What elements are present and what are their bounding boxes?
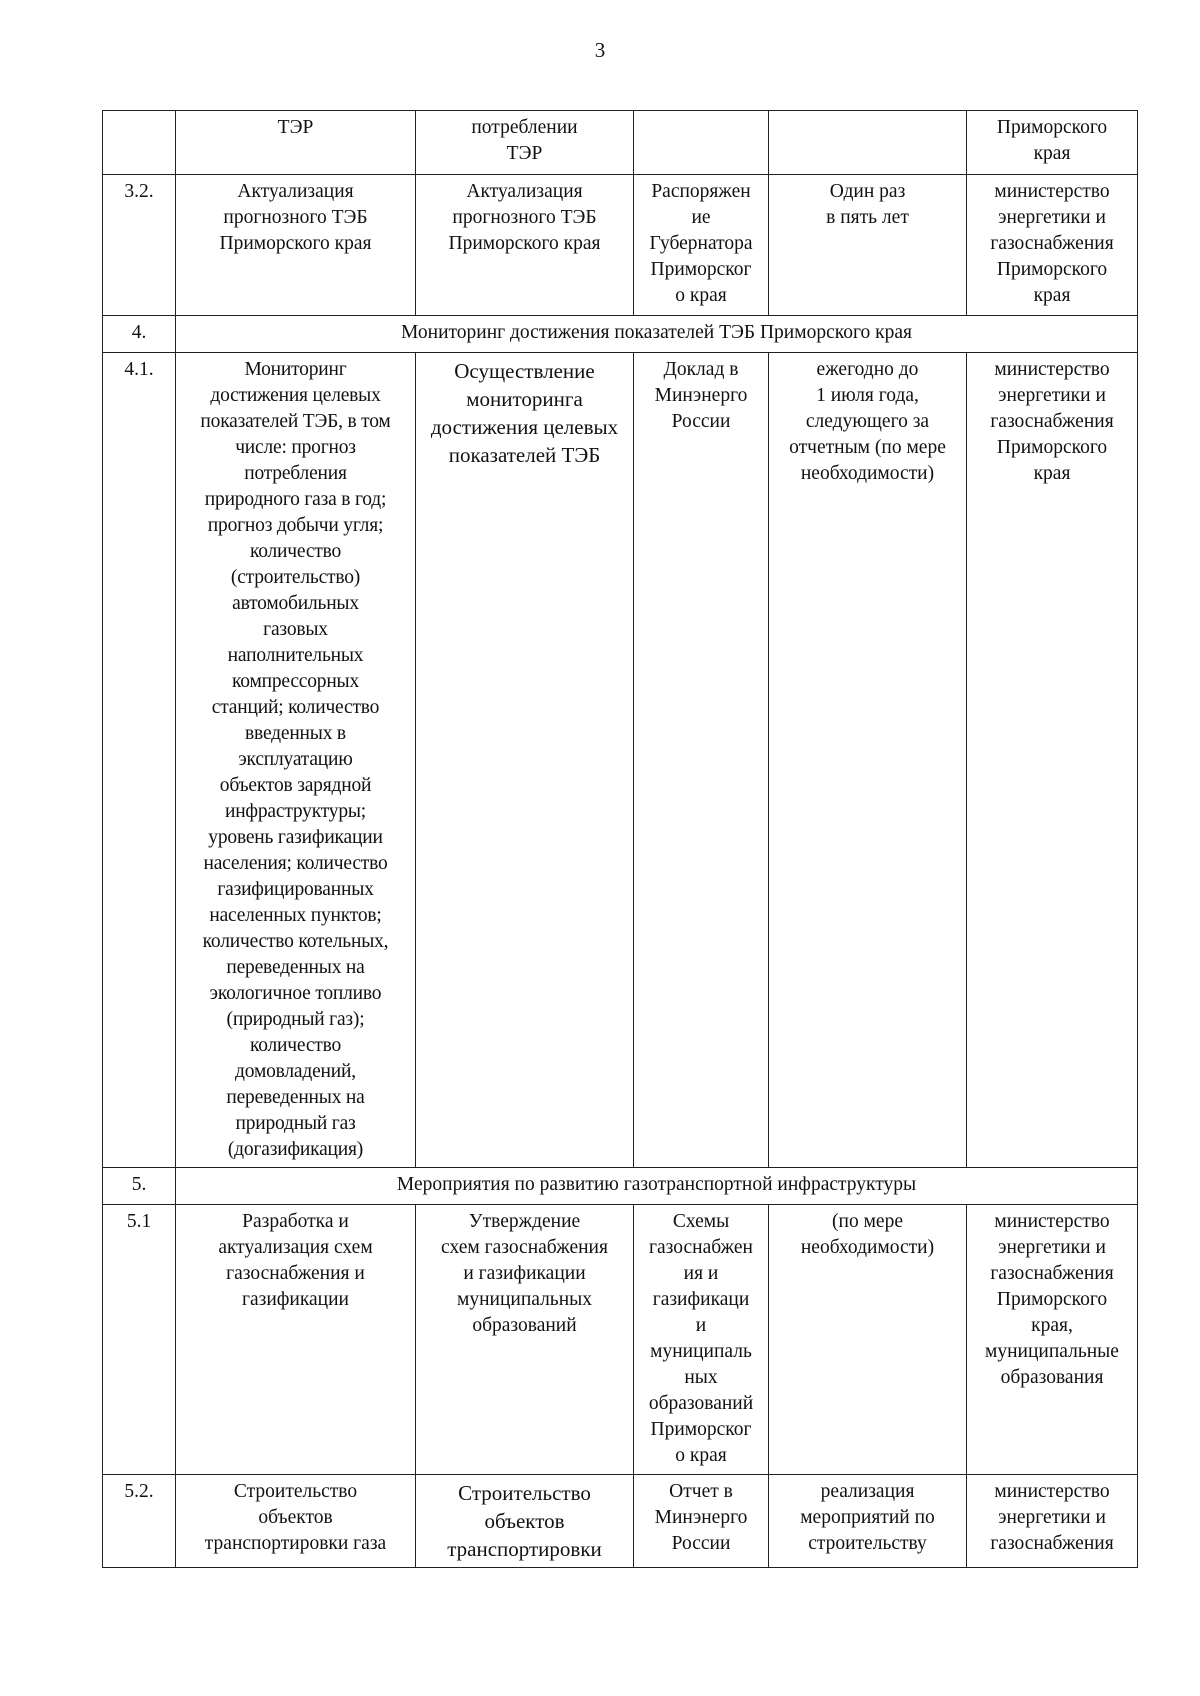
section-title: Мероприятия по развитию газотранспортной инфраструктуры — [176, 1168, 1138, 1205]
responsible-cell: министерство энергетики и газоснабжения Приморского края, муниципальные образования — [967, 1205, 1138, 1475]
deadline-cell: Один раз в пять лет — [769, 175, 967, 316]
deadline-cell: ежегодно до 1 июля года, следующего за отчетным (по мере необходимости) — [769, 353, 967, 1168]
table-row-5-2 — [103, 1475, 1138, 1568]
document-cell: Схемы газоснабжен ия и газификаци и муниципаль ных образований Приморског о края — [634, 1205, 769, 1475]
table-row-5-1 — [103, 1205, 1138, 1475]
row-number: 3.2. — [103, 175, 176, 316]
responsible-cell: министерство энергетики и газоснабжения Приморского края — [967, 353, 1138, 1168]
row-number: 5. — [103, 1168, 176, 1205]
page-number: 3 — [594, 38, 606, 62]
responsible-cell: Приморского края — [967, 111, 1138, 175]
deadline-cell: (по мере необходимости) — [769, 1205, 967, 1475]
row-number: 4.1. — [103, 353, 176, 1168]
table-row-4-1 — [103, 353, 1138, 1168]
document-cell — [634, 111, 769, 175]
result-cell: Актуализация прогнозного ТЭБ Приморского края — [416, 175, 634, 316]
result-cell: потреблении ТЭР — [416, 111, 634, 175]
table-row-section-5 — [103, 1168, 1138, 1205]
row-number: 5.2. — [103, 1475, 176, 1568]
table-row-section-4 — [103, 316, 1138, 353]
row-number — [103, 111, 176, 175]
measure-cell: Строительство объектов транспортировки газа — [176, 1475, 416, 1568]
row-number: 5.1 — [103, 1205, 176, 1475]
measure-cell: ТЭР — [176, 111, 416, 175]
row-number: 4. — [103, 316, 176, 353]
measures-table — [102, 110, 1138, 1568]
table-row-continuation — [103, 111, 1138, 175]
measure-cell: Разработка и актуализация схем газоснабжения и газификации — [176, 1205, 416, 1475]
deadline-cell — [769, 111, 967, 175]
result-cell: Осуществление мониторинга достижения целевых показателей ТЭБ — [416, 353, 634, 1168]
deadline-cell: реализация мероприятий по строительству — [769, 1475, 967, 1568]
measure-cell: Актуализация прогнозного ТЭБ Приморского края — [176, 175, 416, 316]
document-cell: Распоряжен ие Губернатора Приморског о края — [634, 175, 769, 316]
document-cell: Отчет в Минэнерго России — [634, 1475, 769, 1568]
table-row-3-2 — [103, 175, 1138, 316]
result-cell: Строительство объектов транспортировки — [416, 1475, 634, 1568]
responsible-cell: министерство энергетики и газоснабжения Приморского края — [967, 175, 1138, 316]
result-cell: Утверждение схем газоснабжения и газификации муниципальных образований — [416, 1205, 634, 1475]
section-title: Мониторинг достижения показателей ТЭБ Приморского края — [176, 316, 1138, 353]
measure-cell: Мониторинг достижения целевых показателей ТЭБ, в том числе: прогноз потребления природного газа в год; прогноз добычи угля; количество (строительство) автомобильных газовых наполнительных компрессорных станций; количество введенных в эксплуатацию объектов зарядной инфраструктуры; уровень газификации населения; количество газифицированных населенных пунктов; количество котельных, переведенных на экологичное топливо (природный газ); количество домовладений, переведенных на природный газ (догазификация) — [176, 353, 416, 1168]
document-cell: Доклад в Минэнерго России — [634, 353, 769, 1168]
responsible-cell: министерство энергетики и газоснабжения — [967, 1475, 1138, 1568]
